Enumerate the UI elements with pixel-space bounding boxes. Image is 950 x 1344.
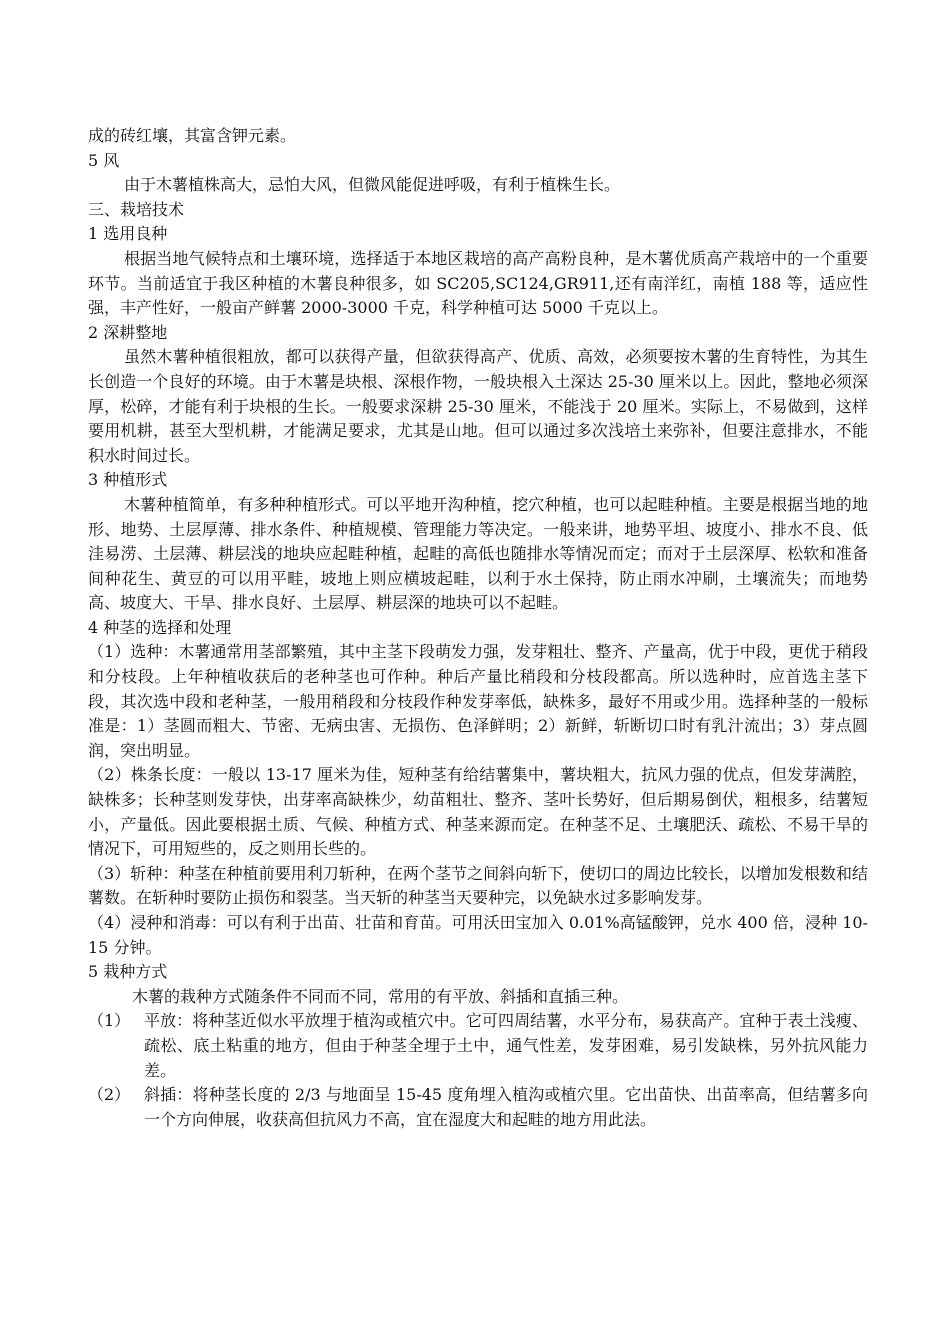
paragraph: 由于木薯植株高大，忌怕大风，但微风能促进呼吸，有利于植株生长。	[124, 175, 621, 195]
paragraph: 根据当地气候特点和土壤环境，选择适于本地区栽培的高产高粉良种，是木薯优质高产栽培中的一个重要环节。当前适宜于我区种植的木薯良种很多，如 SC205,SC124,GR911,还有南洋红，南植 188 等，适应性强，丰产性好，一般亩产鲜薯 2000-3000 千克，科学种植可达 5000 千克以上。	[88, 248, 868, 318]
item-number: （1）	[88, 1011, 131, 1031]
paragraph: 木薯种植简单，有多种种植形式。可以平地开沟种植，挖穴种植，也可以起畦种植。主要是根据当地的地形、地势、土层厚薄、排水条件、种植规模、管理能力等决定。一般来讲，地势平坦、坡度小、排水不良、低洼易涝、土层薄、耕层浅的地块应起畦种植，起畦的高低也随排水等情况而定；而对于土层深厚、松软和准备间种花生、黄豆的可以用平畦，坡地上则应横坡起畦，以利于水土保持，防止雨水冲刷，土壤流失；而地势高、坡度大、干旱、排水良好、土层厚、耕层深的地块可以不起畦。	[88, 494, 868, 613]
section-heading-variety: 1 选用良种	[88, 224, 168, 244]
paragraph: （3）斩种：种茎在种植前要用利刀斩种，在两个茎节之间斜向斩下，使切口的周边比较长，以增加发根数和结薯数。在斩种时要防止损伤和裂茎。当天斩的种茎当天要种完，以免缺水过多影响发芽。	[88, 863, 868, 908]
paragraph: （1）选种：木薯通常用茎部繁殖，其中主茎下段萌发力强，发芽粗壮、整齐、产量高，优于中段，更优于稍段和分枝段。上年种植收获后的老种茎也可作种。种后产量比稍段和分枝段都高。所以选种时，应首选主茎下段，其次选中段和老种茎，一般用稍段和分枝段作种发芽率低，缺株多，最好不用或少用。选择种茎的一般标准是：1）茎圆而粗大、节密、无病虫害、无损伤、色泽鲜明；2）新鲜，斩断切口时有乳汁流出；3）芽点圆润，突出明显。	[88, 642, 868, 760]
paragraph: 木薯的栽种方式随条件不同而不同，常用的有平放、斜插和直插三种。	[132, 986, 629, 1006]
paragraph: （4）浸种和消毒：可以有利于出苗、壮苗和育苗。可用沃田宝加入 0.01%高锰酸钾，兑水 400 倍，浸种 10-15 分钟。	[88, 913, 868, 957]
section-heading-planting-method: 5 栽种方式	[88, 962, 168, 982]
item-number: （2）	[88, 1085, 131, 1105]
numbered-item	[88, 1009, 868, 1083]
section-heading-tillage: 2 深耕整地	[88, 322, 168, 342]
section-heading-wind: 5 风	[88, 150, 120, 170]
paragraph: 虽然木薯种植很粗放，都可以获得产量，但欲获得高产、优质、高效，必须要按木薯的生育特性，为其生长创造一个良好的环境。由于木薯是块根、深根作物，一般块根入土深达 25-30 厘米以上。因此，整地必须深厚，松碎，才能有利于块根的生长。一般要求深耕 25-30 厘米，不能浅于 20 厘米。实际上，不易做到，这样要用机耕，甚至大型机耕，才能满足要求，尤其是山地。但可以通过多次浅培土来弥补，但要注意排水，不能积水时间过长。	[88, 347, 868, 465]
paragraph: 成的砖红壤，其富含钾元素。	[88, 126, 297, 145]
item-text: 平放：将种茎近似水平放埋于植沟或植穴中。它可四周结薯，水平分布，易获高产。宜种于表土浅瘦、疏松、底土粘重的地方，但由于种茎全埋于土中，通气性差，发芽困难，易引发缺株，另外抗风能力差。	[144, 1011, 868, 1080]
numbered-item	[88, 1083, 868, 1132]
section-heading-planting-form: 3 种植形式	[88, 470, 168, 490]
item-text: 斜插：将种茎长度的 2/3 与地面呈 15-45 度角埋入植沟或植穴里。它出苗快、出苗率高，但结薯多向一个方向伸展，收获高但抗风力不高，宜在湿度大和起畦的地方用此法。	[144, 1085, 868, 1129]
document-page	[88, 124, 868, 1132]
chapter-heading-cultivation: 三、栽培技术	[88, 199, 185, 219]
section-heading-stem: 4 种茎的选择和处理	[88, 617, 232, 637]
paragraph: （2）株条长度：一般以 13-17 厘米为佳，短种茎有给结薯集中，薯块粗大，抗风力强的优点，但发芽满腔，缺株多；长种茎则发芽快，出芽率高缺株少，幼苗粗壮、整齐、茎叶长势好，但后期易倒伏，粗根多，结薯短小，产量低。因此要根据土质、气候、种植方式、种茎来源而定。在种茎不足、土壤肥沃、疏松、不易干旱的情况下，可用短些的，反之则用长些的。	[88, 765, 868, 859]
